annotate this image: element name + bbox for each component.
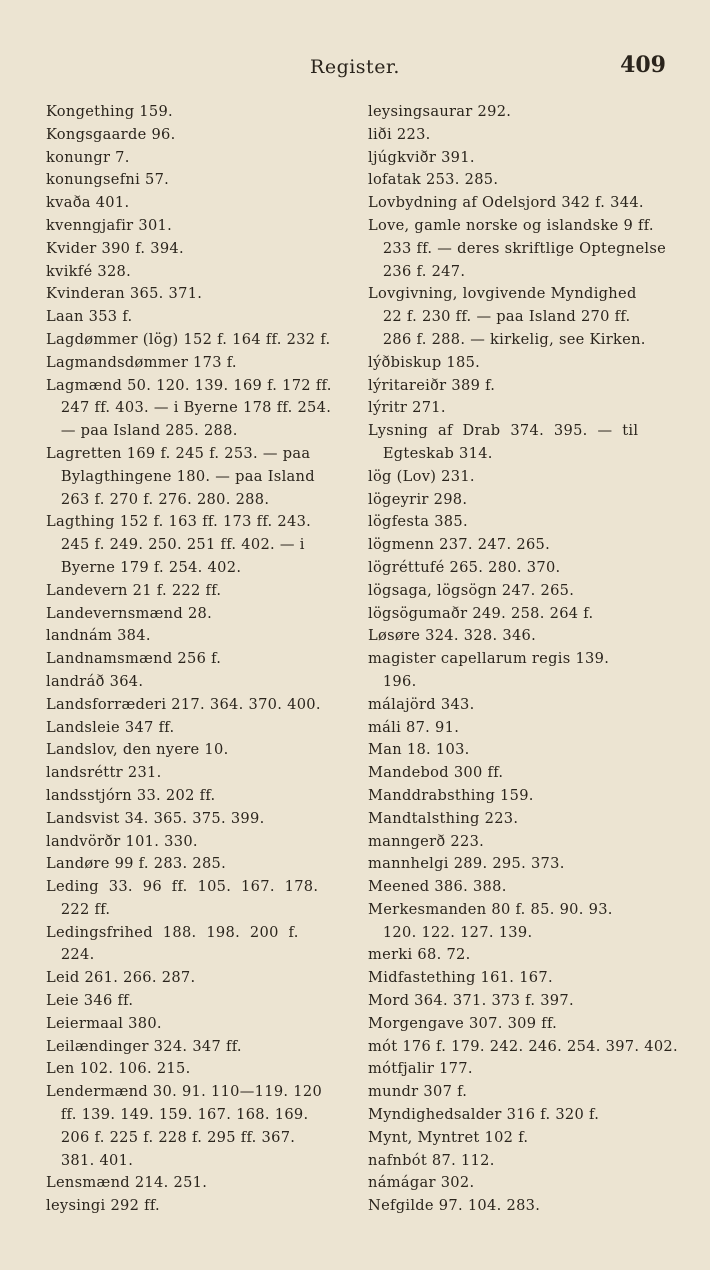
index-entry: Merkesmanden 80 f. 85. 90. 93.: [368, 900, 613, 918]
index-entry: lögeyrir 298.: [368, 490, 468, 508]
index-entry: lögréttufé 265. 280. 370.: [368, 558, 561, 576]
index-entry: 286 f. 288. — kirkelig, see Kirken.: [368, 330, 646, 348]
index-entry: Bylagthingene 180. — paa Island: [46, 467, 315, 485]
index-entry: landsstjórn 33. 202 ff.: [46, 786, 216, 804]
index-entry: Lagretten 169 f. 245 f. 253. — paa: [46, 444, 311, 462]
index-entry: lögsögumaðr 249. 258. 264 f.: [368, 604, 594, 622]
index-entry: kvaða 401.: [46, 194, 130, 212]
index-entry: Lagdømmer (lög) 152 f. 164 ff. 232 f.: [46, 330, 331, 348]
index-entry: 22 f. 230 ff. — paa Island 270 ff.: [368, 308, 631, 326]
index-entry: Løsøre 324. 328. 346.: [368, 627, 537, 645]
index-entry: 245 f. 249. 250. 251 ff. 402. — i: [46, 536, 305, 554]
index-entry: Mynt, Myntret 102 f.: [368, 1128, 529, 1146]
index-entry: 236 f. 247.: [368, 262, 466, 280]
index-entry: 381. 401.: [46, 1151, 134, 1169]
index-entry: Lovbydning af Odelsjord 342 f. 344.: [368, 194, 644, 212]
index-entry: mót 176 f. 179. 242. 246. 254. 397. 402.: [368, 1037, 678, 1055]
index-entry: landvörðr 101. 330.: [46, 832, 198, 850]
index-entry: Landsforræderi 217. 364. 370. 400.: [46, 695, 321, 713]
index-entry: Love, gamle norske og islandske 9 ff.: [368, 216, 654, 234]
index-entry: Lagthing 152 f. 163 ff. 173 ff. 243.: [46, 513, 312, 531]
index-entry: 120. 122. 127. 139.: [368, 923, 533, 941]
index-entry: Lovgivning, lovgivende Myndighed: [368, 285, 637, 303]
index-entry: Landslov, den nyere 10.: [46, 741, 229, 759]
index-entry: Ledingsfrihed 188. 198. 200 f.: [46, 923, 299, 941]
index-entry: Kongething 159.: [46, 103, 173, 120]
index-entry: Leilændinger 324. 347 ff.: [46, 1037, 242, 1055]
index-entry: Lagmandsdømmer 173 f.: [46, 353, 237, 371]
index-entry: Kongsgaarde 96.: [46, 125, 176, 143]
index-entry: lög (Lov) 231.: [368, 467, 475, 485]
index-entry: Landevern 21 f. 222 ff.: [46, 581, 222, 599]
index-entry: 222 ff.: [46, 900, 111, 918]
index-entry: máli 87. 91.: [368, 718, 460, 736]
index-entry: magister capellarum regis 139.: [368, 650, 610, 668]
index-entry: Lagmænd 50. 120. 139. 169 f. 172 ff.: [46, 376, 332, 394]
index-entry: Mandebod 300 ff.: [368, 764, 504, 782]
index-entry: leysingsaurar 292.: [368, 103, 512, 120]
index-entry: kvikfé 328.: [46, 262, 132, 280]
index-entry: Manddrabsthing 159.: [368, 786, 534, 804]
index-entry: námágar 302.: [368, 1174, 475, 1192]
index-entry: 206 f. 225 f. 228 f. 295 ff. 367.: [46, 1128, 296, 1146]
index-entry: Nefgilde 97. 104. 283.: [368, 1197, 541, 1215]
index-entry: 196.: [368, 672, 417, 690]
index-entry: Landøre 99 f. 283. 285.: [46, 855, 227, 873]
index-entry: mannhelgi 289. 295. 373.: [368, 855, 565, 873]
index-entry: ljúgkviðr 391.: [368, 148, 475, 166]
index-entry: kvenngjafir 301.: [46, 216, 173, 234]
index-entry: landsréttr 231.: [46, 764, 162, 782]
index-entry: Landnamsmænd 256 f.: [46, 650, 222, 668]
index-entry: 247 ff. 403. — i Byerne 178 ff. 254.: [46, 399, 332, 417]
index-entry: lögsaga, lögsögn 247. 265.: [368, 581, 575, 599]
index-entry: 233 ff. — deres skriftlige Optegnelse: [368, 239, 667, 257]
index-entry: landnám 384.: [46, 627, 151, 645]
index-entry: Kvider 390 f. 394.: [46, 239, 184, 257]
index-entry: Lensmænd 214. 251.: [46, 1174, 208, 1192]
index-entry: konungsefni 57.: [46, 171, 170, 189]
index-entry: lofatak 253. 285.: [368, 171, 499, 189]
index-entry: nafnbót 87. 112.: [368, 1151, 495, 1169]
index-entry: Landsvist 34. 365. 375. 399.: [46, 809, 265, 827]
index-entry: Lendermænd 30. 91. 110—119. 120: [46, 1083, 323, 1101]
index-entry: leysingi 292 ff.: [46, 1197, 160, 1215]
index-column-left: [46, 101, 354, 1218]
index-entry: merki 68. 72.: [368, 946, 471, 964]
running-header: Register.: [310, 56, 400, 78]
index-entry: mundr 307 f.: [368, 1083, 468, 1101]
index-entry: Leid 261. 266. 287.: [46, 969, 196, 987]
index-entry: manngerð 223.: [368, 832, 485, 850]
index-entry: Len 102. 106. 215.: [46, 1060, 191, 1078]
index-entry: — paa Island 285. 288.: [46, 422, 238, 440]
index-entry: Leiermaal 380.: [46, 1014, 162, 1032]
index-entry: Meened 386. 388.: [368, 878, 507, 896]
index-entry: Leding 33. 96 ff. 105. 167. 178.: [46, 878, 319, 896]
index-entry: Kvinderan 365. 371.: [46, 285, 203, 303]
index-entry: 224.: [46, 946, 95, 964]
index-entry: Lysning af Drab 374. 395. — til: [368, 422, 639, 440]
index-entry: Myndighedsalder 316 f. 320 f.: [368, 1106, 600, 1124]
index-entry: lögmenn 237. 247. 265.: [368, 536, 551, 554]
index-entry: ff. 139. 149. 159. 167. 168. 169.: [46, 1106, 309, 1124]
index-entry: landráð 364.: [46, 672, 144, 690]
index-entry: Laan 353 f.: [46, 308, 133, 326]
index-entry: málajörd 343.: [368, 695, 475, 713]
index-entry: liði 223.: [368, 125, 431, 143]
index-entry: lögfesta 385.: [368, 513, 468, 531]
index-entry: konungr 7.: [46, 148, 130, 166]
index-entry: Mord 364. 371. 373 f. 397.: [368, 992, 574, 1010]
index-entry: 263 f. 270 f. 276. 280. 288.: [46, 490, 270, 508]
index-entry: Midfastething 161. 167.: [368, 969, 553, 987]
index-entry: Landsleie 347 ff.: [46, 718, 175, 736]
index-entry: Leie 346 ff.: [46, 992, 134, 1010]
index-entry: mótfjalir 177.: [368, 1060, 473, 1078]
index-entry: lýðbiskup 185.: [368, 353, 481, 371]
index-entry: lýritr 271.: [368, 399, 446, 417]
page-number: 409: [620, 52, 666, 78]
index-column-right: [368, 101, 678, 1218]
index-entry: Man 18. 103.: [368, 741, 470, 759]
index-entry: Landevernsmænd 28.: [46, 604, 213, 622]
index-entry: Morgengave 307. 309 ff.: [368, 1014, 558, 1032]
index-entry: Egteskab 314.: [368, 444, 493, 462]
index-entry: lýritareiðr 389 f.: [368, 376, 496, 394]
index-entry: Mandtalsthing 223.: [368, 809, 519, 827]
index-entry: Byerne 179 f. 254. 402.: [46, 558, 242, 576]
